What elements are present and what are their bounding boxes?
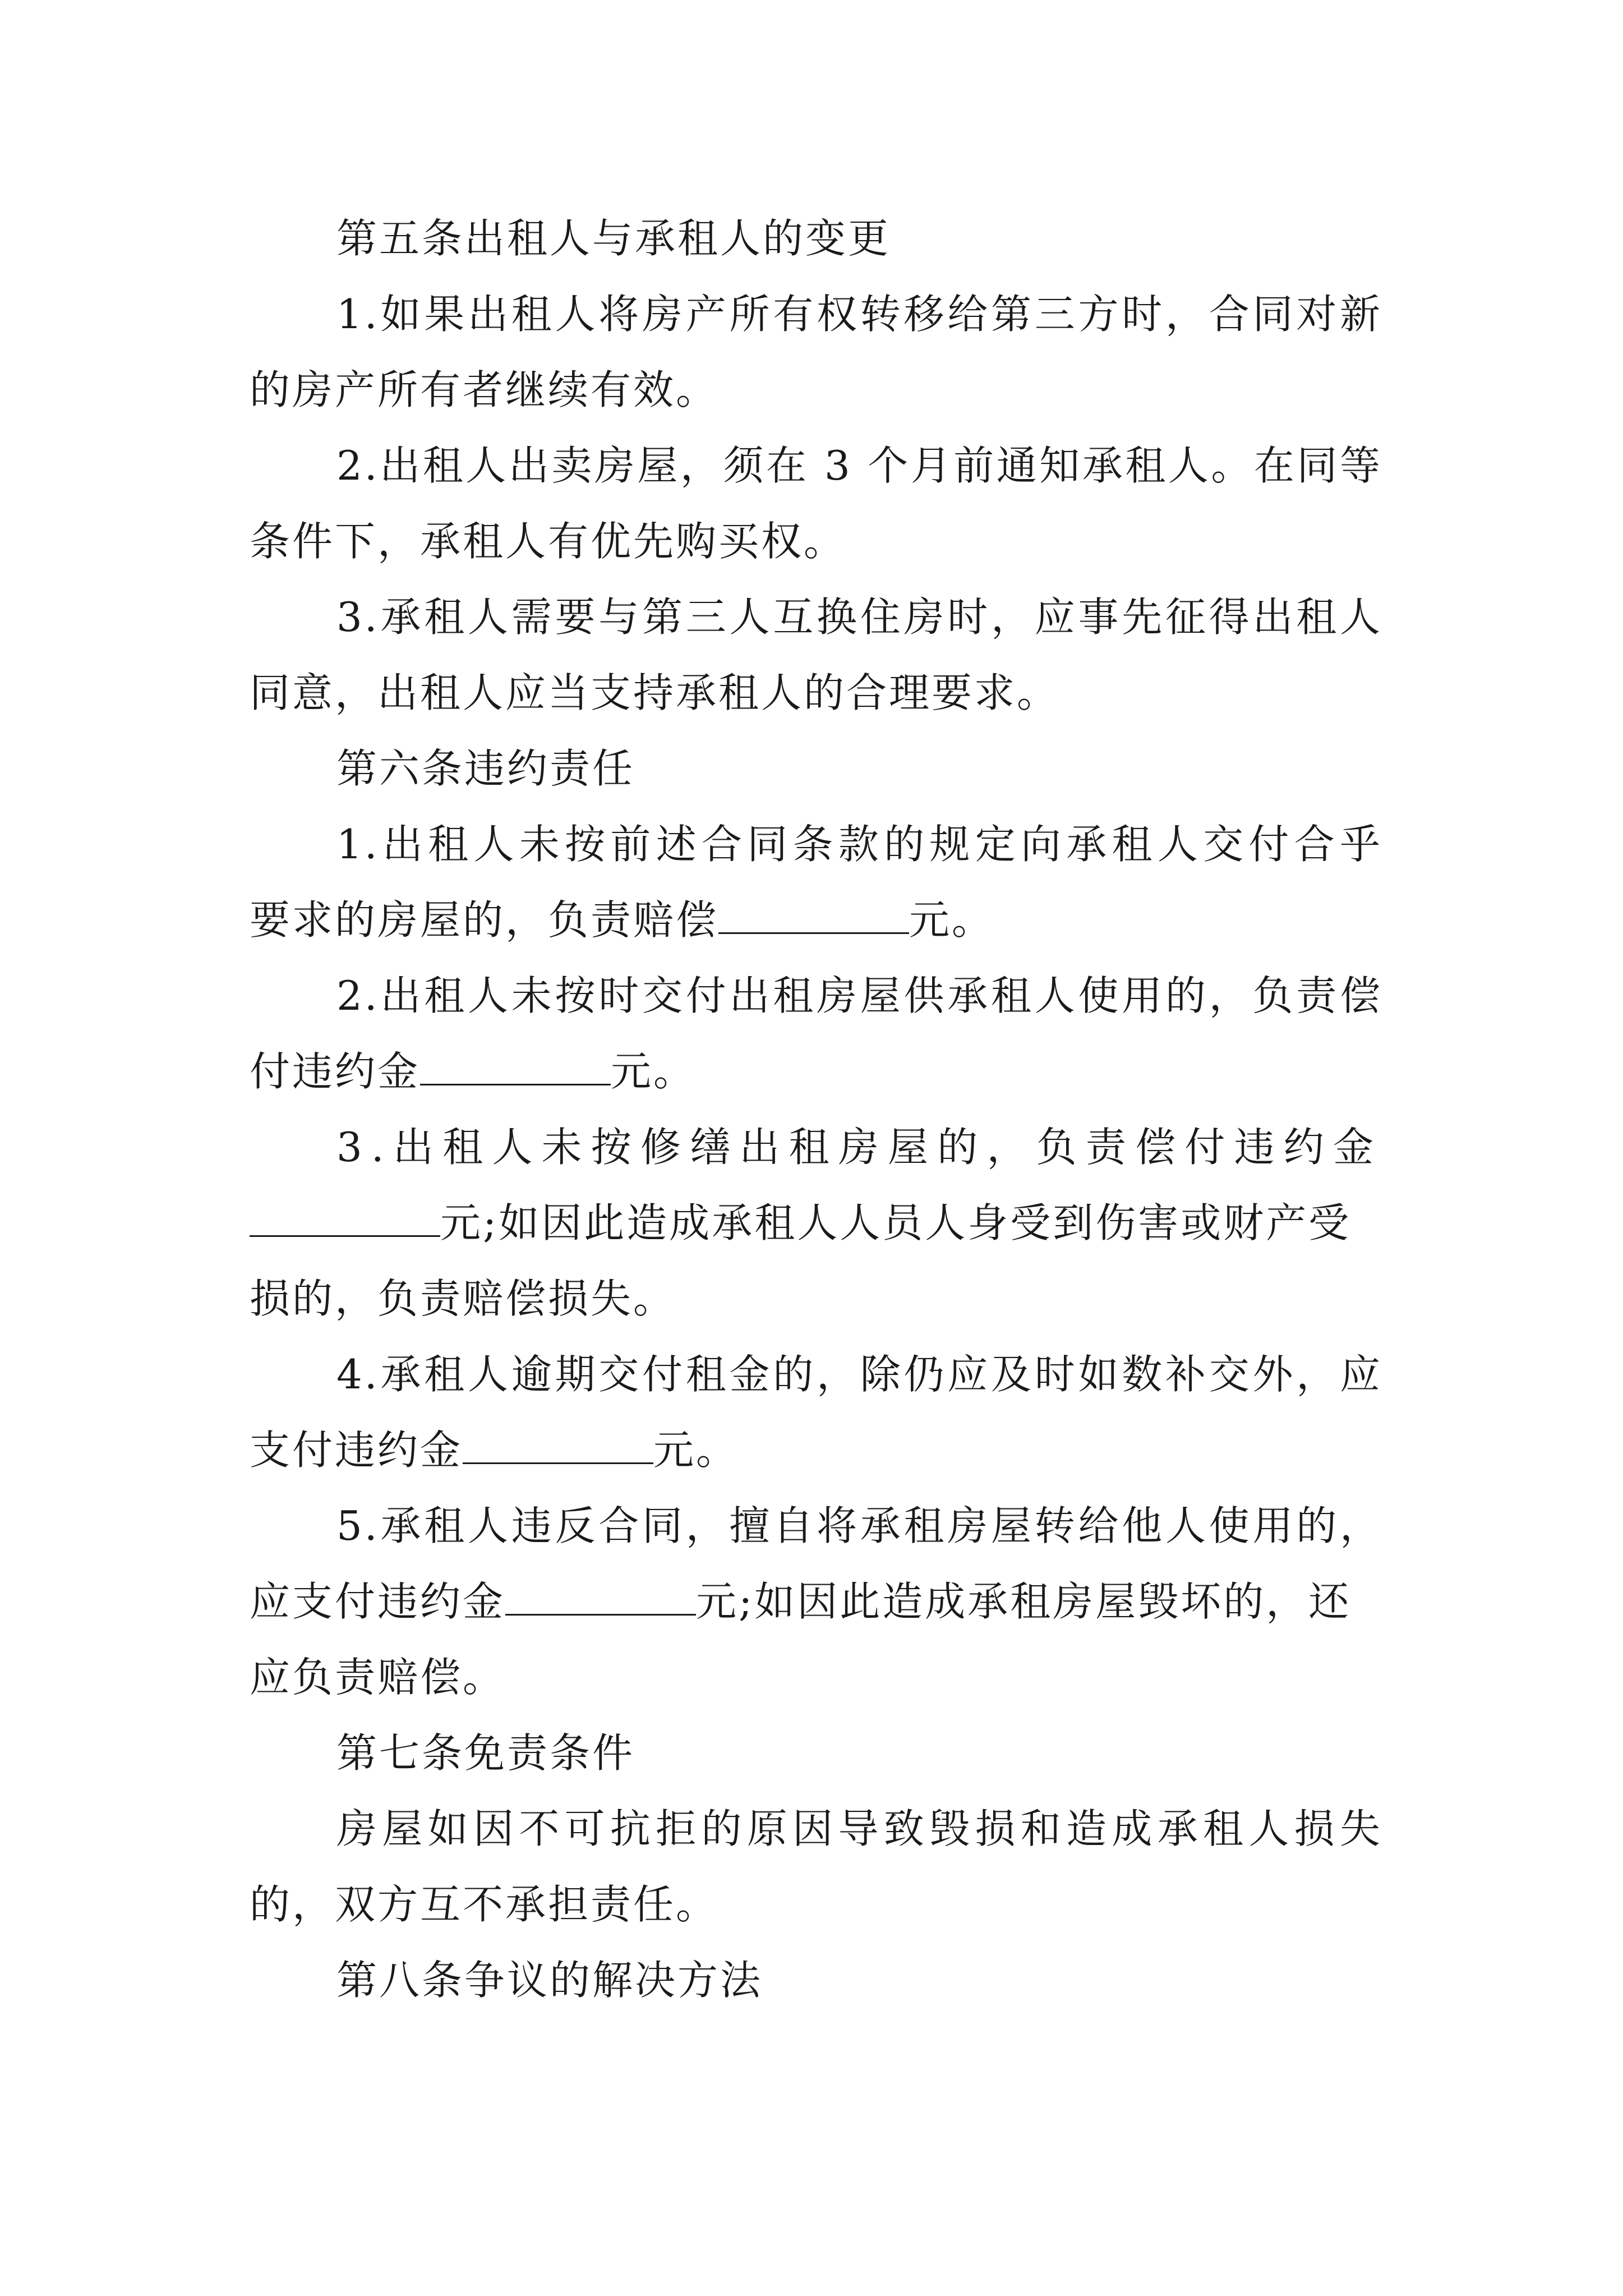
penalty-amount-blank-1: [420, 1049, 611, 1085]
article-6-item-5-line-3: 应负责赔偿。: [250, 1654, 506, 1701]
article-5-item-1-line-1: 1.如果出租人将房产所有权转移给第三方时，合同对新: [336, 291, 1382, 338]
article-5-heading: 第五条出租人与承租人的变更: [336, 215, 891, 262]
article-5-item-1-line-2: 的房产所有者继续有效。: [250, 366, 719, 413]
article-5-item-3-line-1: 3.承租人需要与第三人互换住房时，应事先征得出租人: [336, 593, 1382, 641]
article-6-item-2-unit: 元。: [611, 1048, 697, 1095]
article-6-item-1-unit: 元。: [909, 896, 995, 944]
article-6-item-1-text: 要求的房屋的，负责赔偿: [250, 896, 719, 944]
article-6-item-3-text: 元;如因此造成承租人人员人身受到伤害或财产受: [440, 1199, 1352, 1246]
compensation-amount-blank: [718, 898, 909, 934]
article-6-item-4-unit: 元。: [653, 1427, 739, 1474]
penalty-amount-blank-2: [250, 1200, 440, 1237]
article-6-item-2-line-1: 2.出租人未按时交付出租房屋供承租人使用的，负责偿: [336, 972, 1382, 1019]
article-7-body-line-2: 的，双方互不承担责任。: [250, 1881, 719, 1928]
article-8-heading: 第八条争议的解决方法: [336, 1957, 763, 2004]
article-6-item-4-text: 支付违约金: [250, 1427, 463, 1474]
article-6-item-3-line-3: 损的，负责赔偿损失。: [250, 1275, 676, 1322]
article-6-item-5-line-2: [250, 1576, 1382, 1627]
article-6-item-3-line-2: [250, 1198, 1382, 1248]
article-5-item-2-line-2: 条件下，承租人有优先购买权。: [250, 518, 847, 565]
article-7-heading: 第七条免责条件: [336, 1729, 635, 1777]
article-6-item-4-line-1: 4.承租人逾期交付租金的，除仍应及时如数补交外，应: [336, 1351, 1382, 1398]
article-6-item-2-text: 付违约金: [250, 1048, 421, 1095]
article-6-item-3-line-1: 3.出租人未按修缮出租房屋的，负责偿付违约金: [336, 1124, 1382, 1171]
article-6-item-5-line-1: 5.承租人违反合同，擅自将承租房屋转给他人使用的，: [336, 1502, 1382, 1549]
article-5-item-3-line-2: 同意，出租人应当支持承租人的合理要求。: [250, 669, 1060, 716]
article-6-item-1-line-2: [250, 895, 1382, 945]
penalty-amount-blank-3: [463, 1428, 653, 1464]
article-5-item-2-line-1: 2.出租人出卖房屋，须在 3 个月前通知承租人。在同等: [336, 442, 1382, 489]
article-6-item-4-line-2: [250, 1425, 1382, 1475]
penalty-amount-blank-4: [505, 1579, 696, 1616]
article-6-item-5-text: 应支付违约金: [250, 1578, 506, 1625]
article-7-body-line-1: 房屋如因不可抗拒的原因导致毁损和造成承租人损失: [336, 1805, 1382, 1852]
article-6-heading: 第六条违约责任: [336, 745, 635, 792]
article-6-item-5-text-2: 元;如因此造成承租房屋毁坏的，还: [696, 1578, 1352, 1625]
article-6-item-1-line-1: 1.出租人未按前述合同条款的规定向承租人交付合乎: [336, 821, 1382, 868]
article-6-item-2-line-2: [250, 1046, 1382, 1097]
